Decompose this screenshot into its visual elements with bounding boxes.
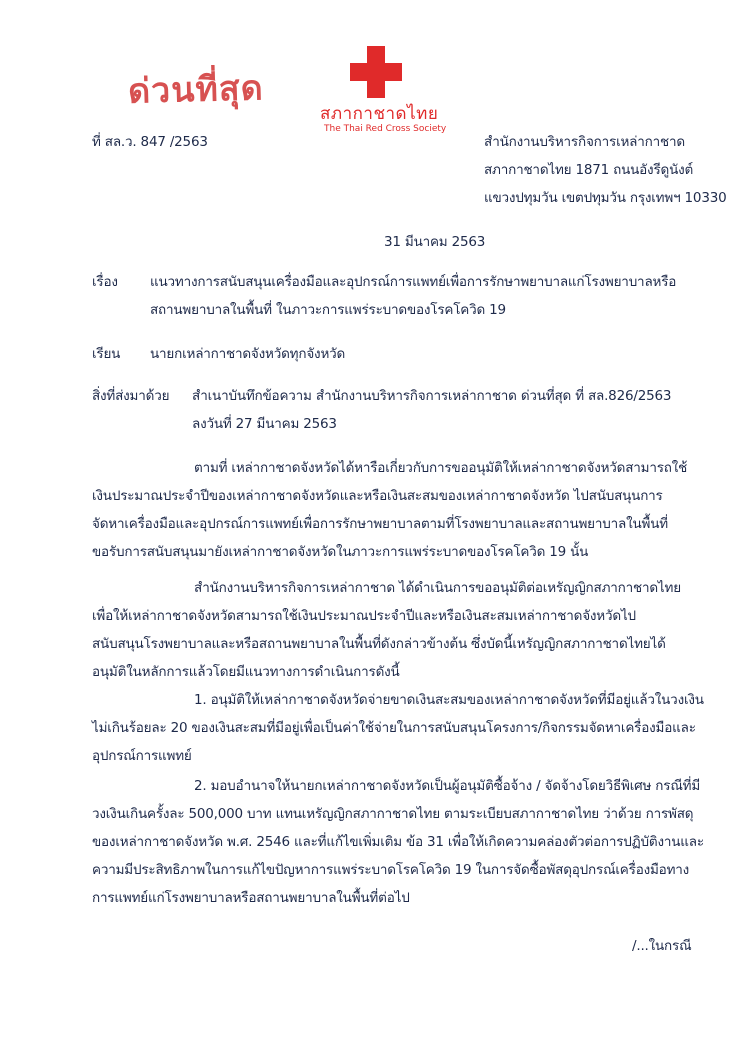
body-line: ความมีประสิทธิภาพในการแก้ไขปัญหาการแพร่ระบาดโรคโควิด 19 ในการจัดซื้อพัสดุอุปกรณ์เครื่องมือทาง — [92, 862, 690, 878]
subject-line: แนวทางการสนับสนุนเครื่องมือและอุปกรณ์การแพทย์เพื่อการรักษาพยาบาลแก่โรงพยาบาลหรือ — [150, 274, 677, 290]
subject-label: เรื่อง — [92, 274, 118, 290]
org-name-english: The Thai Red Cross Society — [324, 124, 447, 134]
enclosure-line: สำเนาบันทึกข้อความ สำนักงานบริหารกิจการเหล่ากาชาด ด่วนที่สุด ที่ สล.826/2563 — [192, 388, 672, 404]
recipient-label: เรียน — [92, 346, 121, 362]
recipient: นายกเหล่ากาชาดจังหวัดทุกจังหวัด — [150, 346, 346, 362]
urgent-stamp: ด่วนที่สุด — [127, 68, 265, 112]
address-line: สำนักงานบริหารกิจการเหล่ากาชาด — [484, 134, 685, 150]
body-line: เงินประมาณประจำปีของเหล่ากาชาดจังหวัดและหรือเงินสะสมของเหล่ากาชาดจังหวัด ไปสนับสนุนการ — [92, 488, 663, 504]
body-line: 2. มอบอำนาจให้นายกเหล่ากาชาดจังหวัดเป็นผู้อนุมัติซื้อจ้าง / จัดจ้างโดยวิธีพิเศษ กรณีที่มี — [194, 778, 701, 794]
body-line: จัดหาเครื่องมือและอุปกรณ์การแพทย์เพื่อการรักษาพยาบาลตามที่โรงพยาบาลและสถานพยาบาลในพื้นที่ — [92, 516, 668, 532]
letter-date: 31 มีนาคม 2563 — [384, 234, 486, 250]
address-line: แขวงปทุมวัน เขตปทุมวัน กรุงเทพฯ 10330 — [484, 190, 727, 206]
continuation-marker: /...ในกรณี — [632, 938, 692, 954]
body-line: เพื่อให้เหล่ากาชาดจังหวัดสามารถใช้เงินประมาณประจำปีและหรือเงินสะสมเหล่ากาชาดจังหวัดไป — [92, 608, 636, 624]
red-cross-logo-icon — [350, 46, 402, 98]
body-line: สนับสนุนโรงพยาบาลและหรือสถานพยาบาลในพื้นที่ดังกล่าวข้างต้น ซึ่งบัดนี้เหรัญญิกสภากาชาดไทยได้ — [92, 636, 666, 652]
body-line: การแพทย์แก่โรงพยาบาลหรือสถานพยาบาลในพื้นที่ต่อไป — [92, 890, 410, 906]
org-name-thai: สภากาชาดไทย — [320, 104, 439, 124]
body-line: ของเหล่ากาชาดจังหวัด พ.ศ. 2546 และที่แก้ไขเพิ่มเติม ข้อ 31 เพื่อให้เกิดความคล่องตัวต่อการปฏิบัติงานและ — [92, 834, 704, 850]
body-line: อุปกรณ์การแพทย์ — [92, 748, 192, 764]
body-line: ขอรับการสนับสนุนมายังเหล่ากาชาดจังหวัดในภาวะการแพร่ระบาดของโรคโควิด 19 นั้น — [92, 544, 589, 560]
body-line: อนุมัติในหลักการแล้วโดยมีแนวทางการดำเนินการดังนี้ — [92, 664, 400, 680]
enclosure-line: ลงวันที่ 27 มีนาคม 2563 — [192, 416, 337, 432]
body-line: ไม่เกินร้อยละ 20 ของเงินสะสมที่มีอยู่เพื่อเป็นค่าใช้จ่ายในการสนับสนุนโครงการ/กิจกรรมจัดหาเครื่องมือและ — [92, 720, 696, 736]
body-line: ตามที่ เหล่ากาชาดจังหวัดได้หารือเกี่ยวกับการขออนุมัติให้เหล่ากาชาดจังหวัดสามารถใช้ — [194, 460, 688, 476]
document-number: ที่ สล.ว. 847 /2563 — [92, 134, 208, 150]
enclosure-label: สิ่งที่ส่งมาด้วย — [92, 388, 170, 404]
subject-line: สถานพยาบาลในพื้นที่ ในภาวะการแพร่ระบาดของโรคโควิด 19 — [150, 302, 506, 318]
body-line: สำนักงานบริหารกิจการเหล่ากาชาด ได้ดำเนินการขออนุมัติต่อเหรัญญิกสภากาชาดไทย — [194, 580, 681, 596]
body-line: 1. อนุมัติให้เหล่ากาชาดจังหวัดจ่ายขาดเงินสะสมของเหล่ากาชาดจังหวัดที่มีอยู่แล้วในวงเงิน — [194, 692, 704, 708]
address-line: สภากาชาดไทย 1871 ถนนอังรีดูนังต์ — [484, 162, 694, 178]
body-line: วงเงินเกินครั้งละ 500,000 บาท แทนเหรัญญิกสภากาชาดไทย ตามระเบียบสภากาชาดไทย ว่าด้วย การพัสดุ — [92, 806, 694, 822]
